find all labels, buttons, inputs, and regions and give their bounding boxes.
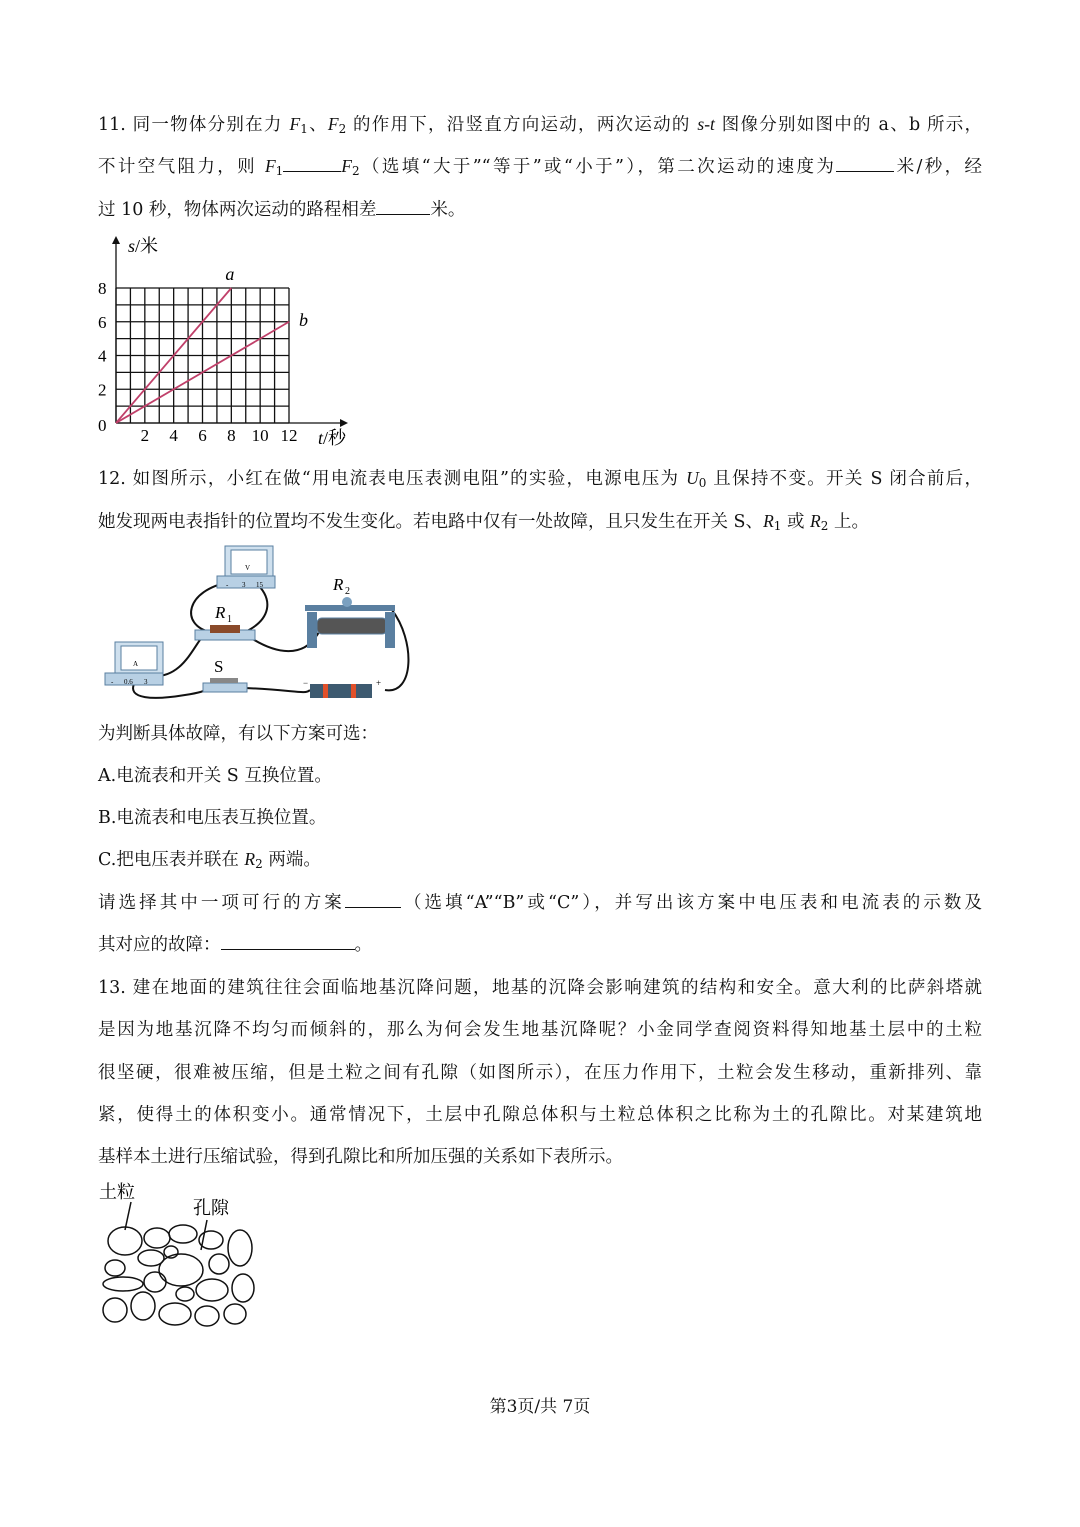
y-axis-label: s/米 — [128, 236, 159, 256]
x-tick-label: 10 — [251, 426, 269, 445]
sub: 2 — [255, 857, 263, 871]
y-tick-label: 6 — [98, 312, 107, 332]
text: 不计空气阻力，则 — [98, 157, 265, 177]
page-footer: 第3页/共 7页 — [489, 1397, 591, 1417]
resistor-r1 — [195, 603, 255, 640]
text: （选填“A”“B”或“C”），并写出该方案中电压表和电流表的示数及 — [400, 893, 982, 913]
text: 的作用下，沿竖直方向运动，两次运动的 — [346, 115, 698, 135]
series-label-a: a — [225, 264, 235, 284]
option-c — [98, 846, 982, 871]
q12-ask-2 — [98, 931, 982, 956]
a-symbol: A — [133, 660, 139, 668]
origin-label: 0 — [98, 416, 107, 435]
q12-intro: 为判断具体故障，有以下方案可选： — [98, 724, 378, 744]
x-tick-label: 8 — [227, 426, 236, 445]
option-a: A.电流表和开关 S 互换位置。 — [98, 766, 332, 786]
series-label-b: b — [299, 309, 308, 330]
text: 请选择其中一项可行的方案 — [98, 893, 345, 913]
option-b: B.电流表和电压表互换位置。 — [98, 808, 327, 828]
answer-blank[interactable] — [376, 199, 430, 215]
text: 。 — [354, 935, 372, 955]
x-tick-label: 4 — [169, 426, 178, 445]
var-st: s-t — [697, 114, 715, 134]
answer-blank[interactable] — [221, 934, 355, 950]
x-axis-label: t/秒 — [318, 428, 347, 448]
x-tick-label: 12 — [280, 426, 298, 445]
var-F: F — [264, 156, 276, 176]
q11-line-1 — [98, 111, 982, 136]
sub: 1 — [300, 122, 308, 136]
sub: 1 — [275, 164, 284, 178]
text: 上。 — [828, 512, 869, 532]
v-tick: 15 — [256, 581, 263, 589]
q13-line: 13. 建在地面的建筑往往会面临地基沉降问题，地基的沉降会影响建筑的结构和安全。意大利的比萨斜塔就 — [98, 978, 982, 998]
text: 图像分别如图中的 a、b 所示， — [714, 115, 983, 135]
text: 过 10 秒，物体两次运动的路程相差 — [98, 200, 377, 220]
answer-blank[interactable] — [836, 156, 894, 172]
var-F: F — [289, 114, 301, 134]
voltmeter — [217, 546, 275, 589]
text: 11. 同一物体分别在力 — [98, 115, 290, 135]
s-label: S — [214, 657, 224, 676]
q13-line: 基样本土进行压缩试验，得到孔隙比和所加压强的关系如下表所示。 — [98, 1147, 623, 1167]
text: 或 — [781, 512, 811, 532]
q13-line: 很坚硬，很难被压缩，但是土粒之间有孔隙（如图所示），在压力作用下，土粒会发生移动，重新排列、靠 — [98, 1063, 982, 1083]
q11-line-2 — [98, 153, 982, 178]
battery — [303, 678, 381, 698]
text: 、 — [307, 115, 328, 135]
text: 两端。 — [262, 850, 321, 870]
rheostat-r2 — [305, 575, 395, 648]
y-axis-arrow — [112, 236, 120, 244]
a-tick: 0.6 — [124, 678, 133, 686]
sub: 2 — [352, 164, 360, 178]
answer-blank[interactable] — [283, 156, 341, 172]
y-tick-label: 8 — [98, 279, 107, 298]
text: 她发现两电表指针的位置均不发生变化。若电路中仅有一处故障，且只发生在开关 S、 — [98, 512, 764, 532]
soil-particle-diagram — [95, 1178, 265, 1343]
var-R: R — [763, 511, 774, 531]
minus-sign: − — [303, 678, 309, 688]
circuit-diagram — [95, 540, 415, 700]
q12-ask-1 — [98, 889, 982, 914]
v-symbol: V — [245, 564, 251, 572]
var-R: R — [810, 511, 821, 531]
r1-sub: 1 — [227, 614, 232, 625]
v-tick: 3 — [242, 581, 246, 589]
sub: 2 — [820, 519, 829, 533]
q13-line: 紧，使得土的体积变小。通常情况下，土层中孔隙总体积与土粒总体积之比称为土的孔隙比。对某建筑地 — [98, 1105, 982, 1125]
r2-label: R — [333, 575, 344, 594]
answer-blank[interactable] — [345, 892, 401, 908]
var-R: R — [244, 849, 256, 869]
var-U: U — [686, 468, 699, 488]
text: 且保持不变。开关 S 闭合前后， — [706, 469, 982, 489]
sub: 1 — [773, 519, 782, 533]
text: 米。 — [430, 200, 466, 220]
var-F: F — [341, 156, 352, 176]
x-tick-label: 2 — [140, 426, 150, 445]
x-axis-arrow — [340, 419, 348, 427]
plus-sign: + — [376, 678, 382, 688]
r1-label: R — [215, 603, 226, 622]
label-pore: 孔隙 — [193, 1198, 229, 1218]
q12-line-2 — [98, 508, 982, 533]
sub: 0 — [698, 476, 707, 490]
q11-line-3 — [98, 196, 982, 221]
y-tick-label: 4 — [98, 346, 107, 366]
s-t-chart — [90, 230, 370, 450]
sub: 2 — [338, 122, 347, 136]
text: （选填“大于”“等于”或“小于”），第二次运动的速度为 — [359, 157, 837, 177]
text: 12. 如图所示，小红在做“用电流表电压表测电阻”的实验，电源电压为 — [98, 469, 687, 489]
v-tick: - — [226, 581, 229, 589]
label-particle: 土粒 — [99, 1182, 135, 1202]
text: C.把电压表并联在 — [98, 850, 245, 870]
x-tick-label: 6 — [198, 426, 207, 445]
var-F: F — [327, 114, 339, 134]
a-tick: 3 — [144, 678, 148, 686]
text: 其对应的故障： — [98, 935, 221, 955]
a-tick: - — [111, 678, 114, 686]
q12-line-1 — [98, 465, 982, 490]
r2-sub: 2 — [345, 586, 350, 597]
text: 米/秒，经 — [894, 157, 982, 177]
q13-line: 是因为地基沉降不均匀而倾斜的，那么为何会发生地基沉降呢？小金同学查阅资料得知地基土层中的土粒 — [98, 1020, 982, 1040]
y-tick-label: 2 — [98, 380, 107, 400]
ammeter — [105, 642, 163, 686]
switch-s — [203, 657, 247, 692]
